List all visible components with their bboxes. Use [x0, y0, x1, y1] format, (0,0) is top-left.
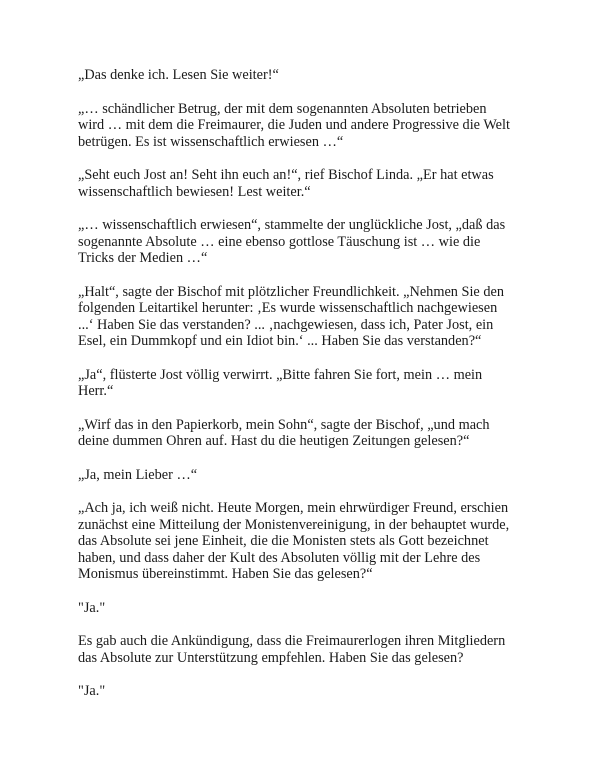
text-line: "Ja." — [78, 599, 106, 616]
text-line: „Ja, mein Lieber …“ — [78, 466, 198, 483]
text-line: „… schändlicher Betrug, der mit dem sogenannten Absoluten betrieben — [78, 100, 487, 117]
paragraph-6 — [78, 367, 540, 400]
text-line: „Ach ja, ich weiß nicht. Heute Morgen, mein ehrwürdiger Freund, erschien — [78, 500, 509, 516]
text-line: das Absolute sei jene Einheit, die die Monisten stets als Gott bezeichnet — [78, 533, 489, 549]
text-line: "Ja." — [78, 683, 106, 699]
text-line: „Das denke ich. Lesen Sie weiter!“ — [78, 67, 279, 83]
text-line: wissenschaftlich bewiesen! Lest weiter.“ — [78, 183, 311, 200]
text-line: „Halt“, sagte der Bischof mit plötzlicher Freundlichkeit. „Nehmen Sie den — [78, 283, 504, 300]
paragraph-7 — [78, 417, 540, 450]
paragraph-11 — [78, 633, 540, 666]
text-line: Herr.“ — [78, 383, 114, 399]
text-line: Esel, ein Dummkopf und ein Idiot bin.‘ ... Haben Sie das verstanden?“ — [78, 333, 482, 349]
text-line: folgenden Leitartikel herunter: ‚Es wurde wissenschaftlich nachgewiesen — [78, 300, 498, 316]
paragraph-4 — [78, 217, 540, 267]
text-line: zunächst eine Mitteilung der Monistenvereinigung, in der behauptet wurde, — [78, 516, 510, 533]
paragraph-2 — [78, 101, 540, 151]
text-line: betrügen. Es ist wissenschaftlich erwiesen …“ — [78, 133, 344, 150]
text-line: Es gab auch die Ankündigung, dass die Freimaurerlogen ihren Mitgliedern — [78, 633, 506, 649]
text-line: sogenannte Absolute … eine ebenso gottlose Täuschung ist … wie die — [78, 233, 481, 250]
text-line: wird … mit dem die Freimaurer, die Juden und andere Progressive die Welt — [78, 117, 510, 133]
text-line: „Ja“, flüsterte Jost völlig verwirrt. „Bitte fahren Sie fort, mein … mein — [78, 366, 483, 383]
paragraph-3 — [78, 167, 540, 200]
text-line: deine dummen Ohren auf. Hast du die heutigen Zeitungen gelesen?“ — [78, 433, 470, 449]
paragraph-1 — [78, 67, 540, 84]
text-line: „Seht euch Jost an! Seht ihn euch an!“, rief Bischof Linda. „Er hat etwas — [78, 167, 494, 183]
text-line: „… wissenschaftlich erwiesen“, stammelte der unglückliche Jost, „daß das — [78, 217, 506, 233]
text-line: Monismus übereinstimmt. Haben Sie das gelesen?“ — [78, 566, 373, 582]
text-line: Tricks der Medien …“ — [78, 250, 208, 266]
text-line: das Absolute zur Unterstützung empfehlen. Haben Sie das gelesen? — [78, 649, 464, 666]
paragraph-12 — [78, 683, 540, 700]
paragraph-9 — [78, 500, 540, 583]
paragraph-8 — [78, 467, 540, 484]
paragraph-5 — [78, 284, 540, 350]
text-line: haben, und dass daher der Kult des Absoluten völlig mit der Lehre des — [78, 549, 481, 566]
text-line: ...‘ Haben Sie das verstanden? ... ‚nachgewiesen, dass ich, Pater Jost, ein — [78, 316, 494, 333]
text-line: „Wirf das in den Papierkorb, mein Sohn“, sagte der Bischof, „und mach — [78, 416, 490, 433]
paragraph-10 — [78, 600, 540, 617]
